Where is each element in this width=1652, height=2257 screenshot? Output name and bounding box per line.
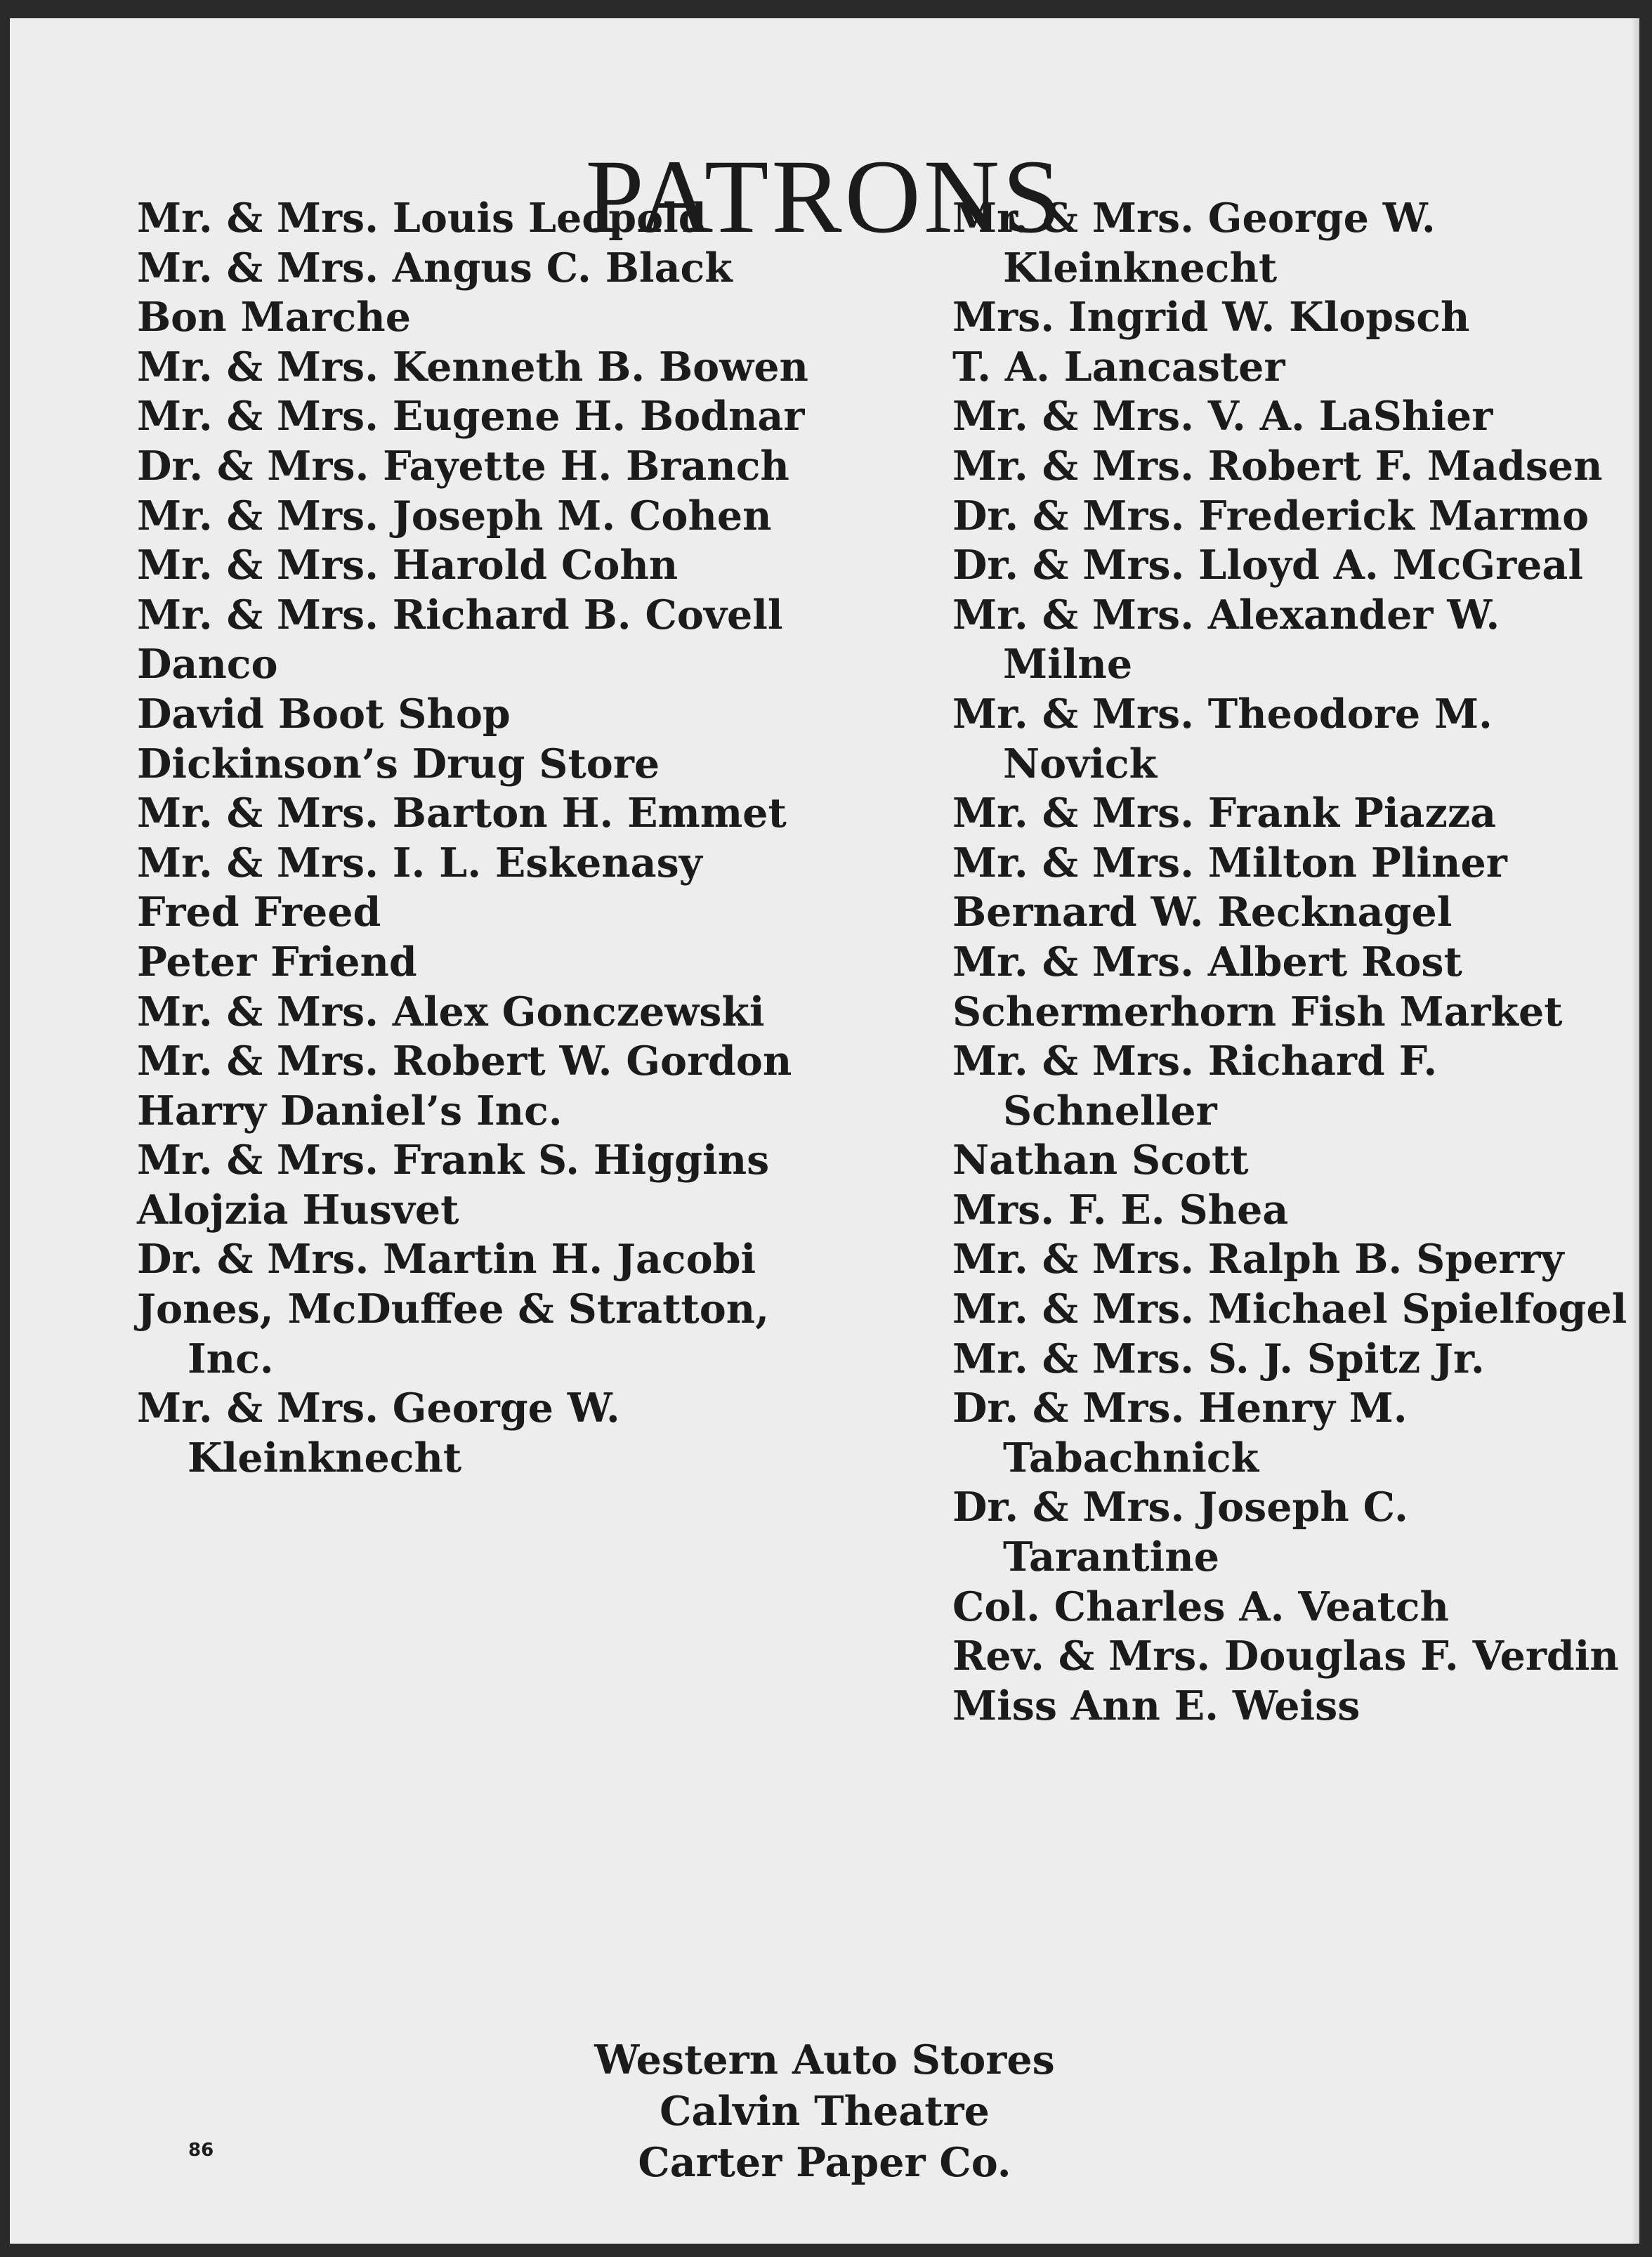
patron-entry: Mr. & Mrs. Kenneth B. Bowen: [137, 343, 808, 391]
patron-entry: Schermerhorn Fish Market: [952, 988, 1563, 1035]
patron-entry: Jones, McDuffee & Stratton, Inc.: [137, 1285, 770, 1382]
patron-entry: Mr. & Mrs. Frank S. Higgins: [137, 1137, 770, 1184]
patron-entry: Bon Marche: [137, 294, 411, 341]
patron-entry: Dr. & Mrs. Lloyd A. McGreal: [952, 542, 1583, 589]
patron-entry: Mr. & Mrs. Frank Piazza: [952, 790, 1497, 837]
patron-entry: Mr. & Mrs. Harold Cohn: [137, 542, 678, 589]
page-edge: [1631, 18, 1639, 2244]
patron-entry: Mr. & Mrs. Louis Leopold: [137, 195, 707, 242]
patron-entry: Dickinson’s Drug Store: [137, 740, 660, 787]
patron-entry: Dr. & Mrs. Fayette H. Branch: [137, 442, 789, 490]
patron-entry: Mr. & Mrs. Milton Pliner: [952, 839, 1507, 887]
patron-entry: Mr. & Mrs. Robert F. Madsen: [952, 442, 1603, 490]
page-number: 86: [188, 2140, 214, 2161]
patron-entry: Peter Friend: [137, 938, 417, 986]
yearbook-page: [10, 18, 1639, 2244]
patron-entry: Calvin Theatre: [660, 2088, 990, 2135]
patron-entry: Dr. & Mrs. Joseph C. Tarantine: [952, 1484, 1408, 1581]
patron-entry: Mr. & Mrs. Eugene H. Bodnar: [137, 393, 805, 440]
page-title: PATRONS: [585, 138, 1064, 255]
patron-entry: Col. Charles A. Veatch: [952, 1583, 1449, 1630]
patron-list-left: [137, 194, 910, 1483]
patron-entry: Danco: [137, 641, 278, 688]
patron-entry: Fred Freed: [137, 889, 381, 936]
patron-entry: David Boot Shop: [137, 690, 511, 738]
patron-entry: Mr. & Mrs. Alex Gonczewski: [137, 988, 765, 1035]
patron-entry: Bernard W. Recknagel: [952, 889, 1453, 936]
patron-entry: Mr. & Mrs. Richard F. Schneller: [952, 1038, 1438, 1134]
patron-entry: Mr. & Mrs. V. A. LaShier: [952, 393, 1493, 440]
patron-entry: Mr. & Mrs. Angus C. Black: [137, 244, 733, 292]
patron-entry: Mr. & Mrs. George W. Kleinknecht: [137, 1385, 620, 1481]
patron-entry: Mr. & Mrs. Barton H. Emmet: [137, 790, 787, 837]
patron-entry: Nathan Scott: [952, 1137, 1249, 1184]
patron-entry: Mr. & Mrs. S. J. Spitz Jr.: [952, 1335, 1485, 1382]
patron-entry: T. A. Lancaster: [952, 343, 1285, 391]
patron-entry: Mr. & Mrs. Michael Spielfogel: [952, 1285, 1627, 1333]
patron-entry: Carter Paper Co.: [638, 2139, 1011, 2186]
patron-entry: Dr. & Mrs. Frederick Marmo: [952, 492, 1589, 539]
patron-entry: Rev. & Mrs. Douglas F. Verdin: [952, 1633, 1619, 1680]
patron-entry: Dr. & Mrs. Henry M. Tabachnick: [952, 1385, 1408, 1481]
patron-entry: Mr. & Mrs. Theodore M. Novick: [952, 690, 1493, 787]
patron-entry: Mr. & Mrs. Ralph B. Sperry: [952, 1236, 1564, 1283]
patron-entry: Miss Ann E. Weiss: [952, 1682, 1361, 1729]
patron-entry: Mr. & Mrs. I. L. Eskenasy: [137, 839, 702, 887]
patron-list-footer: [10, 2034, 1639, 2188]
patron-entry: Harry Daniel’s Inc.: [137, 1087, 563, 1134]
patron-entry: Mr. & Mrs. George W. Kleinknecht: [952, 195, 1436, 292]
patron-entry: Mrs. Ingrid W. Klopsch: [952, 294, 1470, 341]
patron-entry: Alojzia Husvet: [137, 1186, 459, 1234]
patron-entry: Mr. & Mrs. Robert W. Gordon: [137, 1038, 792, 1085]
patron-entry: Mr. & Mrs. Joseph M. Cohen: [137, 492, 772, 539]
patron-entry: Mr. & Mrs. Alexander W. Milne: [952, 591, 1500, 688]
patron-entry: Dr. & Mrs. Martin H. Jacobi: [137, 1236, 756, 1283]
patron-entry: Western Auto Stores: [594, 2036, 1055, 2083]
patron-entry: Mrs. F. E. Shea: [952, 1186, 1289, 1234]
patron-list-right: [952, 194, 1634, 1731]
patron-entry: Mr. & Mrs. Albert Rost: [952, 938, 1462, 986]
patron-entry: Mr. & Mrs. Richard B. Covell: [137, 591, 783, 639]
